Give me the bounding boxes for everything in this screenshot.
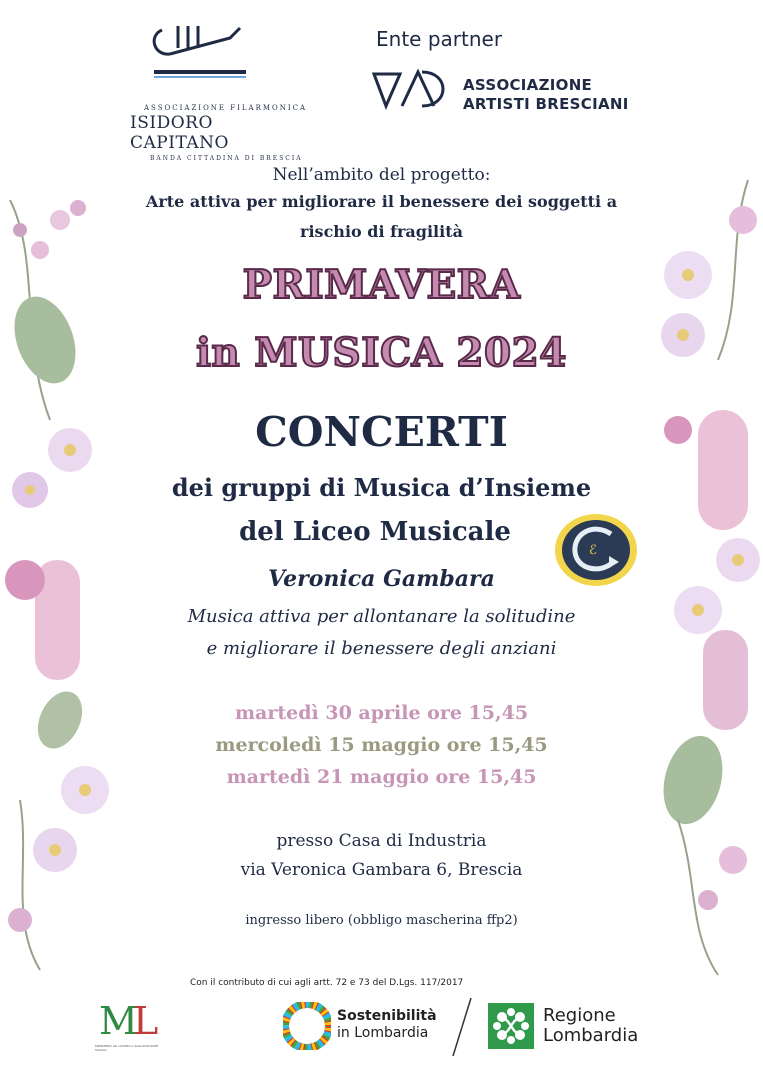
partner-name-line1: ASSOCIAZIONE — [463, 76, 593, 94]
logo-name: ISIDORO CAPITANO — [130, 113, 229, 153]
date-1: martedì 30 aprile ore 15,45 — [234, 702, 529, 724]
date-2: mercoledì 15 maggio ore 15,45 — [215, 734, 548, 756]
ministry-logo — [95, 996, 165, 1056]
regione-lombardia-logo — [488, 1003, 534, 1049]
contribution-note: Con il contributo di cui agli artt. 72 e 73 del D.Lgs. 117/2017 — [190, 978, 464, 988]
svg-text:M: M — [99, 999, 138, 1040]
concerts-sub1: dei gruppi di Musica d’Insieme — [171, 473, 592, 502]
partner-name-line2: ARTISTI BRESCIANI — [463, 95, 629, 113]
school-name: Veronica Gambara — [268, 566, 495, 592]
concerts-sub2: del Liceo Musicale — [239, 517, 511, 547]
band-instrument-icon — [130, 18, 310, 80]
venue-line2: via Veronica Gambara 6, Brescia — [240, 860, 523, 880]
svg-text:L: L — [133, 999, 159, 1040]
regione-line1: Regione — [543, 1005, 616, 1026]
entry-note: ingresso libero (obbligo mascherina ffp2) — [245, 913, 518, 928]
ministry-emblem-icon — [95, 996, 165, 1040]
venue-line1: presso Casa di Industria — [276, 831, 487, 851]
partner-name — [463, 76, 629, 114]
logo-sub: BANDA CITTADINA DI BRESCIA — [150, 155, 303, 162]
filarmonica-logo — [130, 18, 310, 162]
project-line1: Arte attiva per migliorare il benessere dei soggetti a — [145, 192, 618, 211]
sostenibilita-logo — [283, 1002, 331, 1050]
concerts-desc1: Musica attiva per allontanare la solitudine — [187, 606, 576, 627]
sost-line2: in Lombardia — [337, 1025, 429, 1041]
concerts-heading: CONCERTI — [255, 408, 508, 456]
title-line1: PRIMAVERA — [242, 262, 521, 308]
logo-small-line: ASSOCIAZIONE FILARMONICA — [144, 104, 308, 112]
project-intro: Nell’ambito del progetto: — [272, 165, 491, 185]
artisti-bresciani-mark-icon — [372, 66, 452, 116]
svg-text:ℰ: ℰ — [589, 543, 597, 558]
regione-line2: Lombardia — [543, 1025, 639, 1046]
concerts-desc2: e migliorare il benessere degli anziani — [206, 638, 557, 659]
regione-text — [543, 1006, 638, 1046]
artisti-bresciani-logo — [372, 66, 452, 116]
date-3: martedì 21 maggio ore 15,45 — [226, 766, 537, 788]
sost-line1: Sostenibilità — [337, 1008, 437, 1024]
title-line2: in MUSICA 2024 — [196, 330, 567, 376]
sostenibilita-text — [337, 1008, 437, 1042]
project-line2: rischio di fragilità — [300, 222, 463, 241]
divider-slash-icon — [451, 996, 473, 1058]
rosa-camuna-icon — [488, 1003, 534, 1049]
ministry-tiny-text: MINISTERO del LAVORO e delle POLITICHE SOCIALI — [95, 1044, 159, 1052]
partner-label: Ente partner — [376, 27, 503, 51]
sdg-wheel-icon — [283, 1002, 331, 1050]
